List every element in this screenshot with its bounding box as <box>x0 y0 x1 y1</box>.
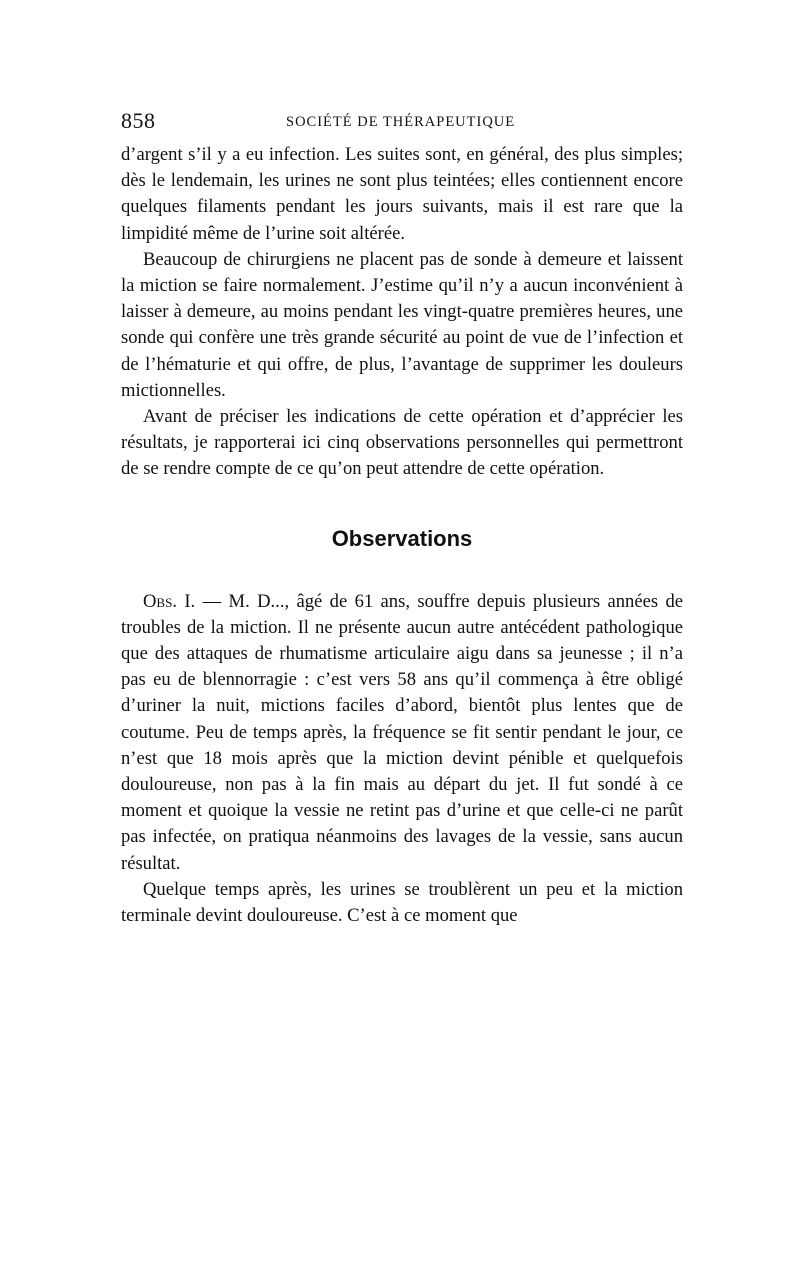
paragraph-5: Quelque temps après, les urines se troublèrent un peu et la miction terminale devint douloureuse. C’est à ce moment que <box>121 878 683 927</box>
paragraph-2: Beaucoup de chirurgiens ne placent pas de sonde à demeure et laissent la miction se faire normalement. J’estime qu’il n’y a aucun inconvénient à laisser à demeure, au moins pendant les vingt-quatre premières heures, une sonde qui confère une très grande sécurité au point de vue de l’infection et de l’hématurie et qui offre, de plus, l’avantage de supprimer les douleurs mictionnelles. <box>121 248 683 401</box>
running-title: SOCIÉTÉ DE THÉRAPEUTIQUE <box>286 114 516 130</box>
paragraph-1: d’argent s’il y a eu infection. Les suites sont, en général, des plus simples; dès le lendemain, les urines ne sont plus teintées; elles contiennent encore quelques filaments pendant les jours suivants, mais il est rare que la limpidité même de l’urine soit altérée. <box>121 144 683 244</box>
book-page <box>121 108 683 929</box>
page-number: 858 <box>121 108 156 133</box>
section-title: Observations <box>331 525 473 551</box>
observation-1-text: — M. D..., âgé de 61 ans, souffre depuis plusieurs années de troubles de la miction. Il ne présente aucun autre antécédent pathologique que des attaques de rhumatisme articulaire aigu dans sa jeunesse ; il n’a pas eu de blennorragie : c’est vers 58 ans qu’il commença à être obligé d’uriner la nuit, mictions faciles d’abord, bientôt plus lentes que de coutume. Peu de temps après, la fréquence se fit sentir pendant le jour, ce n’est que 18 mois après que la miction devint pénible et quelquefois douloureuse, non pas à la fin mais au départ du jet. Il fut sondé à ce moment et quoique la vessie ne retint pas d’urine et que celle-ci ne parût pas infectée, on pratiqua néanmoins des lavages de la vessie, sans aucun résultat. <box>121 590 684 874</box>
observation-1 <box>121 589 683 877</box>
running-head <box>121 108 683 142</box>
observation-label: Obs. I. <box>143 590 196 612</box>
paragraph-3: Avant de préciser les indications de cette opération et d’apprécier les résultats, je rapporterai ici cinq observations personnelles qui permettront de se rendre compte de ce qu’on peut attendre de cette opération. <box>121 406 683 480</box>
